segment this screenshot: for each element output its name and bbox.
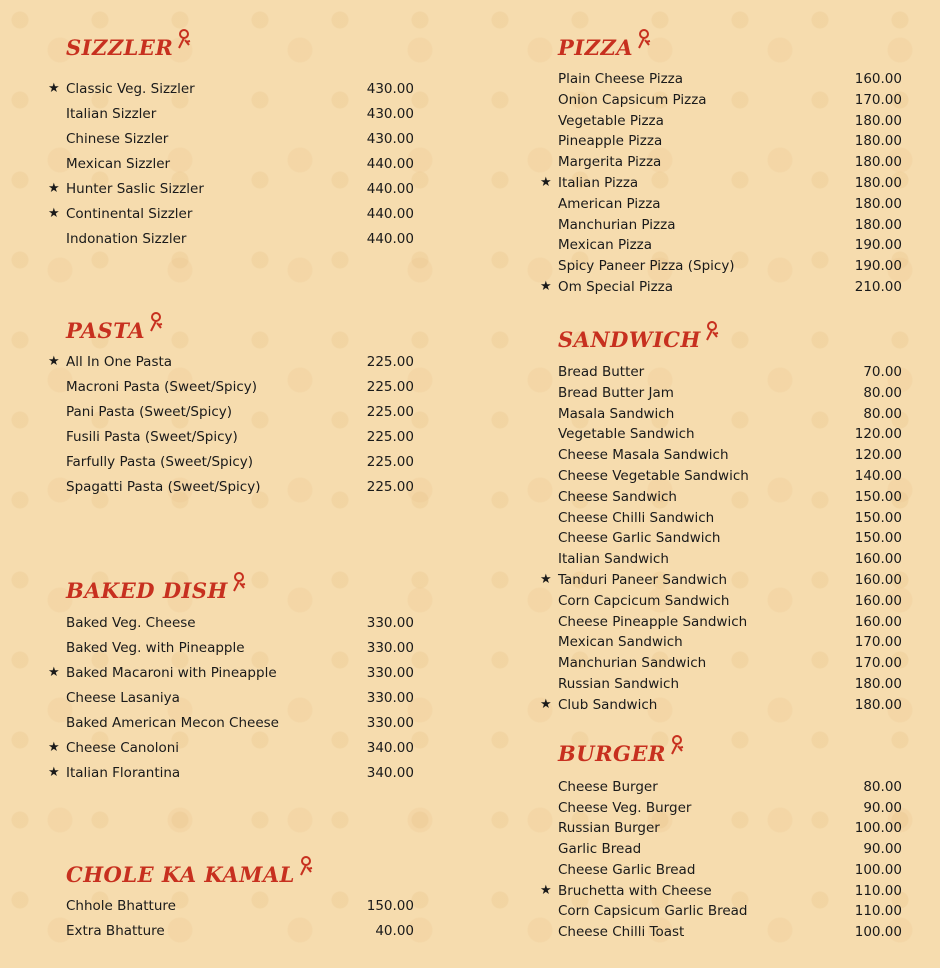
menu-item xyxy=(540,777,906,797)
menu-item-name: All In One Pasta xyxy=(66,354,173,370)
menu-item-name: Bread Butter Jam xyxy=(558,384,674,401)
menu-item-name: Onion Capsicum Pizza xyxy=(558,91,707,108)
menu-item xyxy=(540,798,906,818)
menu-item-price: 180.00 xyxy=(854,133,902,150)
menu-item-price: 170.00 xyxy=(854,91,902,108)
menu-item xyxy=(48,352,418,372)
menu-item-price: 150.00 xyxy=(854,509,902,526)
menu-item xyxy=(48,427,418,447)
menu-item xyxy=(540,632,906,652)
menu-item xyxy=(540,235,906,255)
section-title: SIZZLER xyxy=(66,35,191,60)
menu-item xyxy=(48,763,418,783)
swirl-ornament-icon xyxy=(175,29,191,49)
menu-item xyxy=(540,901,906,921)
star-icon: ★ xyxy=(48,81,60,96)
menu-item-name: Vegetable Sandwich xyxy=(558,426,695,443)
menu-item-price: 180.00 xyxy=(854,216,902,233)
star-icon: ★ xyxy=(540,175,552,190)
section-title: PASTA xyxy=(66,318,163,343)
menu-item-price: 150.00 xyxy=(366,898,414,914)
menu-item-price: 90.00 xyxy=(863,799,902,816)
menu-item-price: 330.00 xyxy=(366,715,414,731)
menu-item-name: Manchurian Sandwich xyxy=(558,655,707,672)
menu-item-price: 180.00 xyxy=(854,195,902,212)
menu-item-price: 170.00 xyxy=(854,634,902,651)
menu-item-name: Cheese Canoloni xyxy=(66,740,180,756)
menu-item-price: 440.00 xyxy=(366,206,414,222)
menu-item-name: Cheese Veg. Burger xyxy=(558,799,692,816)
swirl-ornament-icon xyxy=(147,312,163,332)
menu-item xyxy=(540,173,906,193)
star-icon: ★ xyxy=(540,572,552,587)
menu-item-price: 120.00 xyxy=(854,426,902,443)
menu-item-price: 80.00 xyxy=(863,405,902,422)
menu-item-price: 160.00 xyxy=(854,551,902,568)
menu-item-name: Bread Butter xyxy=(558,364,645,380)
menu-item-price: 180.00 xyxy=(854,676,902,692)
menu-item-name: Russian Burger xyxy=(558,820,660,837)
swirl-ornament-icon xyxy=(297,856,313,876)
menu-item xyxy=(540,549,906,569)
menu-item-price: 80.00 xyxy=(863,779,902,795)
star-icon: ★ xyxy=(48,181,60,196)
menu-item-price: 190.00 xyxy=(854,237,902,254)
menu-item-name: American Pizza xyxy=(558,195,661,212)
swirl-ornament-icon xyxy=(635,29,651,49)
menu-item-name: Spagatti Pasta (Sweet/Spicy) xyxy=(66,479,261,495)
menu-item xyxy=(540,922,906,942)
menu-item-name: Baked American Mecon Cheese xyxy=(66,715,279,731)
menu-item xyxy=(48,713,418,733)
menu-item-name: Mexican Sandwich xyxy=(558,634,683,651)
menu-item xyxy=(48,229,418,249)
menu-item-name: Fusili Pasta (Sweet/Spicy) xyxy=(66,429,238,445)
menu-item-name: Cheese Masala Sandwich xyxy=(558,447,729,464)
menu-item-price: 100.00 xyxy=(854,820,902,837)
menu-item xyxy=(48,921,418,941)
menu-item xyxy=(540,194,906,214)
menu-item-price: 430.00 xyxy=(366,106,414,122)
menu-item-name: Extra Bhatture xyxy=(66,923,165,939)
menu-item xyxy=(540,487,906,507)
menu-item xyxy=(48,638,418,658)
menu-item-price: 440.00 xyxy=(366,231,414,247)
star-icon: ★ xyxy=(540,882,552,898)
swirl-ornament-icon xyxy=(230,572,246,592)
menu-item xyxy=(540,404,906,424)
menu-item-price: 180.00 xyxy=(854,175,902,191)
menu-item-price: 160.00 xyxy=(854,613,902,630)
menu-item xyxy=(48,688,418,708)
menu-item-name: Farfully Pasta (Sweet/Spicy) xyxy=(66,454,254,470)
menu-item-price: 225.00 xyxy=(366,479,414,495)
menu-item xyxy=(48,613,418,633)
section-title: CHOLE KA KAMAL xyxy=(66,862,313,887)
menu-item xyxy=(540,612,906,632)
menu-item-price: 150.00 xyxy=(854,530,902,547)
menu-item xyxy=(48,104,418,124)
menu-item xyxy=(48,79,418,99)
menu-item-price: 70.00 xyxy=(863,364,902,380)
menu-item-price: 340.00 xyxy=(366,765,414,781)
menu-item-name: Om Special Pizza xyxy=(558,279,674,295)
menu-item xyxy=(540,215,906,235)
menu-item-price: 225.00 xyxy=(366,454,414,470)
menu-item-price: 225.00 xyxy=(366,379,414,395)
menu-item xyxy=(540,860,906,880)
menu-item-name: Cheese Vegetable Sandwich xyxy=(558,468,749,484)
menu-item-price: 170.00 xyxy=(854,655,902,672)
menu-item-name: Hunter Saslic Sizzler xyxy=(66,181,204,197)
menu-item-price: 225.00 xyxy=(366,429,414,445)
menu-item-name: Spicy Paneer Pizza (Spicy) xyxy=(558,258,735,275)
menu-item-price: 440.00 xyxy=(366,156,414,172)
menu-item-name: Bruchetta with Cheese xyxy=(558,882,712,899)
star-icon: ★ xyxy=(48,740,60,755)
star-icon: ★ xyxy=(48,665,60,680)
menu-item-name: Cheese Burger xyxy=(558,779,658,795)
menu-item xyxy=(540,466,906,486)
menu-item-price: 190.00 xyxy=(854,258,902,275)
menu-item xyxy=(48,154,418,174)
menu-item-price: 160.00 xyxy=(854,71,902,87)
swirl-ornament-icon xyxy=(703,321,719,341)
menu-item xyxy=(540,695,906,715)
menu-item-name: Garlic Bread xyxy=(558,841,642,858)
menu-item-name: Italian Florantina xyxy=(66,765,181,781)
menu-item-name: Cheese Sandwich xyxy=(558,488,677,505)
menu-item xyxy=(48,129,418,149)
menu-item xyxy=(540,131,906,151)
menu-item-name: Chhole Bhatture xyxy=(66,898,176,914)
menu-item-name: Italian Pizza xyxy=(558,175,639,191)
menu-item xyxy=(540,69,906,89)
menu-item-price: 150.00 xyxy=(854,488,902,505)
menu-item-name: Indonation Sizzler xyxy=(66,231,187,247)
menu-item-name: Cheese Lasaniya xyxy=(66,690,180,706)
menu-item-price: 440.00 xyxy=(366,181,414,197)
menu-item-price: 120.00 xyxy=(854,447,902,464)
menu-item-name: Cheese Chilli Sandwich xyxy=(558,509,715,526)
star-icon: ★ xyxy=(48,206,60,221)
menu-item-name: Italian Sizzler xyxy=(66,106,157,122)
star-icon: ★ xyxy=(48,765,60,780)
menu-item-price: 225.00 xyxy=(366,354,414,370)
menu-item xyxy=(540,570,906,590)
menu-item-price: 110.00 xyxy=(854,882,902,899)
menu-item-price: 430.00 xyxy=(366,131,414,147)
menu-item-price: 80.00 xyxy=(863,384,902,401)
menu-item-name: Baked Veg. Cheese xyxy=(66,615,196,631)
menu-item xyxy=(48,204,418,224)
menu-item xyxy=(48,402,418,422)
menu-item-price: 160.00 xyxy=(854,592,902,609)
menu-item xyxy=(48,452,418,472)
menu-item-price: 110.00 xyxy=(854,903,902,920)
menu-item-name: Russian Sandwich xyxy=(558,676,680,692)
swirl-ornament-icon xyxy=(668,735,684,755)
menu-item xyxy=(48,377,418,397)
menu-item-name: Tanduri Paneer Sandwich xyxy=(558,572,728,588)
menu-item xyxy=(540,424,906,444)
menu-item-name: Baked Veg. with Pineapple xyxy=(66,640,245,656)
menu-item-name: Margerita Pizza xyxy=(558,154,662,171)
menu-item-price: 210.00 xyxy=(854,279,902,295)
menu-item xyxy=(540,256,906,276)
menu-item-name: Italian Sandwich xyxy=(558,551,669,568)
menu-item-name: Continental Sizzler xyxy=(66,206,193,222)
star-icon: ★ xyxy=(48,354,60,369)
menu-item-name: Club Sandwich xyxy=(558,696,658,713)
menu-item xyxy=(540,818,906,838)
menu-item-price: 100.00 xyxy=(854,923,902,940)
menu-item xyxy=(540,383,906,403)
menu-item xyxy=(48,896,418,916)
menu-item-name: Chinese Sizzler xyxy=(66,131,169,147)
section-title: SANDWICH xyxy=(558,327,719,352)
menu-item-name: Baked Macaroni with Pineapple xyxy=(66,665,277,681)
star-icon: ★ xyxy=(540,279,552,294)
menu-item xyxy=(540,839,906,859)
menu-item-name: Vegetable Pizza xyxy=(558,112,664,129)
menu-item-name: Manchurian Pizza xyxy=(558,216,676,233)
menu-item xyxy=(540,653,906,673)
menu-item xyxy=(540,445,906,465)
section-title: PIZZA xyxy=(558,35,651,60)
menu-item-price: 340.00 xyxy=(366,740,414,756)
menu-item-price: 180.00 xyxy=(854,112,902,129)
menu-item-price: 180.00 xyxy=(854,154,902,171)
menu-item-name: Corn Capsicum Garlic Bread xyxy=(558,903,748,920)
menu-item-name: Classic Veg. Sizzler xyxy=(66,81,195,97)
menu-item-price: 90.00 xyxy=(863,841,902,858)
menu-item xyxy=(540,90,906,110)
menu-item-price: 330.00 xyxy=(366,690,414,706)
menu-item xyxy=(48,477,418,497)
menu-item xyxy=(540,508,906,528)
menu-item xyxy=(540,881,906,901)
menu-item-price: 180.00 xyxy=(854,696,902,713)
menu-item-price: 225.00 xyxy=(366,404,414,420)
menu-item-name: Mexican Pizza xyxy=(558,237,653,254)
menu-item-price: 40.00 xyxy=(375,923,414,939)
section-title: BURGER xyxy=(558,741,684,766)
menu-item-price: 100.00 xyxy=(854,861,902,878)
menu-item-price: 160.00 xyxy=(854,572,902,588)
menu-item xyxy=(540,528,906,548)
menu-item-price: 330.00 xyxy=(366,665,414,681)
star-icon: ★ xyxy=(540,696,552,712)
menu-item xyxy=(540,277,906,297)
menu-item-name: Corn Capcicum Sandwich xyxy=(558,592,730,609)
menu-item xyxy=(48,179,418,199)
menu-item-name: Pineapple Pizza xyxy=(558,133,663,150)
menu-item-price: 140.00 xyxy=(854,468,902,484)
menu-item xyxy=(48,663,418,683)
menu-item-name: Cheese Garlic Sandwich xyxy=(558,530,721,547)
menu-item xyxy=(48,738,418,758)
menu-item-name: Pani Pasta (Sweet/Spicy) xyxy=(66,404,233,420)
menu-item xyxy=(540,111,906,131)
menu-item-name: Plain Cheese Pizza xyxy=(558,71,684,87)
menu-item xyxy=(540,591,906,611)
menu-item xyxy=(540,152,906,172)
menu-item-name: Mexican Sizzler xyxy=(66,156,171,172)
menu-item-name: Masala Sandwich xyxy=(558,405,675,422)
menu-item-name: Macroni Pasta (Sweet/Spicy) xyxy=(66,379,258,395)
section-title: BAKED DISH xyxy=(66,578,246,603)
menu-item-name: Cheese Pineapple Sandwich xyxy=(558,613,748,630)
menu-item-name: Cheese Chilli Toast xyxy=(558,923,685,940)
menu-item-price: 330.00 xyxy=(366,615,414,631)
menu-item-price: 430.00 xyxy=(366,81,414,97)
menu-item xyxy=(540,362,906,382)
menu-item-name: Cheese Garlic Bread xyxy=(558,861,696,878)
menu-item xyxy=(540,674,906,694)
menu-item-price: 330.00 xyxy=(366,640,414,656)
